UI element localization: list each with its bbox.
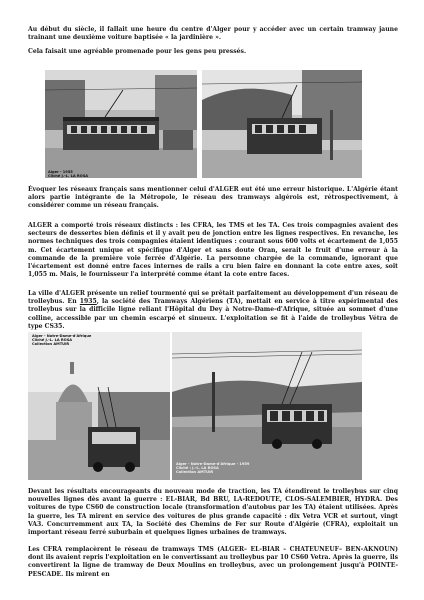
basilica-photo <box>28 332 170 480</box>
basilica-photo-image <box>28 332 170 480</box>
tram-photo-1 <box>45 70 197 178</box>
promenade-paragraph: Cela faisait une agréable promenade pour les gens peu pressés. <box>28 48 247 55</box>
networks-paragraph: ALGER a comporté trois réseaux distincts : les CFRA, les TMS et les TA. Ces trois compagnies avaient des secteurs de dessertes bien définis et il y avait peu de jonction entre les lignes respectives. En revanche, les normes techniques des trois compagnies étaient identiques : courant sous 600 volts et écartement de 1,055 m. Cet écartement unique et spécifique d'Alger et sans doute Oran, serait le fruit d'une erreur à la commande de la première voie ferrée d'Algérie. La personne chargée de la commande, ignorant que l'écartement est donné entre faces internes de rails a cru bien faire en donnant la cote entre axes, soit 1,055 m. Mais, le fournisseur l'a interprété comme étant la cote entre faces. <box>28 222 398 279</box>
tram-photo-2-image <box>202 70 362 178</box>
tram-photo-2 <box>202 70 362 178</box>
tram-photo-1-image <box>45 70 197 178</box>
photo-1-caption: Alger - 1955 <box>48 170 73 174</box>
trolleybus-intro-paragraph <box>28 290 398 331</box>
intro-paragraph: Au début du siècle, il fallait une heure du centre d'Alger pour y accéder avec un certain tramway jaune trainant une deuxième voiture baptisée « la jardinière ». <box>28 26 398 42</box>
photo-3-collection: Collection AMTUIR <box>32 342 70 346</box>
photo-1-credit: Cliché J.-L. LA ROSA <box>48 174 89 178</box>
historical-paragraph: Évoquer les réseaux français sans mentionner celui d'ALGER eut été une erreur historique. L'Algérie étant alors partie intégrante de la Métropole, le réseau des tramways algérois est, rétrospectivement, à considérer comme un réseau français. <box>28 186 398 210</box>
photo-4-credit: Cliché : J.-L. LA ROSA <box>176 466 219 470</box>
trolleybus-intro-text-a: La ville d'ALGER présente un relief tourmenté qui se prêtait parfaitement au développement d'un réseau de trolleybus. En <box>28 290 398 306</box>
photo-3-credit: Cliché J.-L. LA ROSA <box>32 338 73 342</box>
year-1935: 1935 <box>79 298 97 306</box>
photo-4-collection: Collection AMTUIR <box>176 470 214 474</box>
photo-4-caption: Alger - Notre-Dame-d'Afrique - 1959 <box>176 462 250 466</box>
trolleybus-intro-text-b: , la société des Tramways Algériens (TA), mettait en service à titre expérimental des trolleybus sur la difficile ligne reliant l'Hôpital du Dey à Notre-Dame-d'Afrique, située au sommet d'une colline, accessible par un chemin escarpé et sinueux. L'exploitation se fit à l'aide de trolleybus Vétra de type CS35. <box>28 298 398 330</box>
trolleybus-photo <box>172 332 362 480</box>
trolleybus-photo-image <box>172 332 362 480</box>
cfra-paragraph: Les CFRA remplacèrent le réseau de tramways TMS (ALGER– EL-BIAR – CHATEUNEUF– BEN-AKNOUN) dont ils avaient repris l'exploitation en le convertissant au trolleybus par 10 CS60 Vetra. Après la guerre, ils convertirent la ligne de tramway de Deux Moulins en trolleybus, avec un prolongement jusqu'à POINTE-PESCADE. Ils mirent en <box>28 546 398 578</box>
photo-3-caption: Alger - Notre-Dame-d'Afrique <box>32 334 92 338</box>
expansion-paragraph: Devant les résultats encourageants du nouveau mode de traction, les TA étendirent le trolleybus sur cinq nouvelles lignes dès avant la guerre : EL-BIAR, Bd BRU, LA-REDOUTE, CLOS-SALEMBIER, HYDRA. Des voitures de type CS60 de construction locale (transformation d'autobus par les TA) étaient utilisées. Après la guerre, les TA mirent en service des voitures de plus grande capacité : dix Vetra VCR et surtout, vingt VA3. Concurremment aux TA, la Société des Chemins de Fer sur Route d'Algérie (CFRA), exploitait un important réseau ferré suburbain et quelques lignes urbaines de tramways. <box>28 488 398 537</box>
